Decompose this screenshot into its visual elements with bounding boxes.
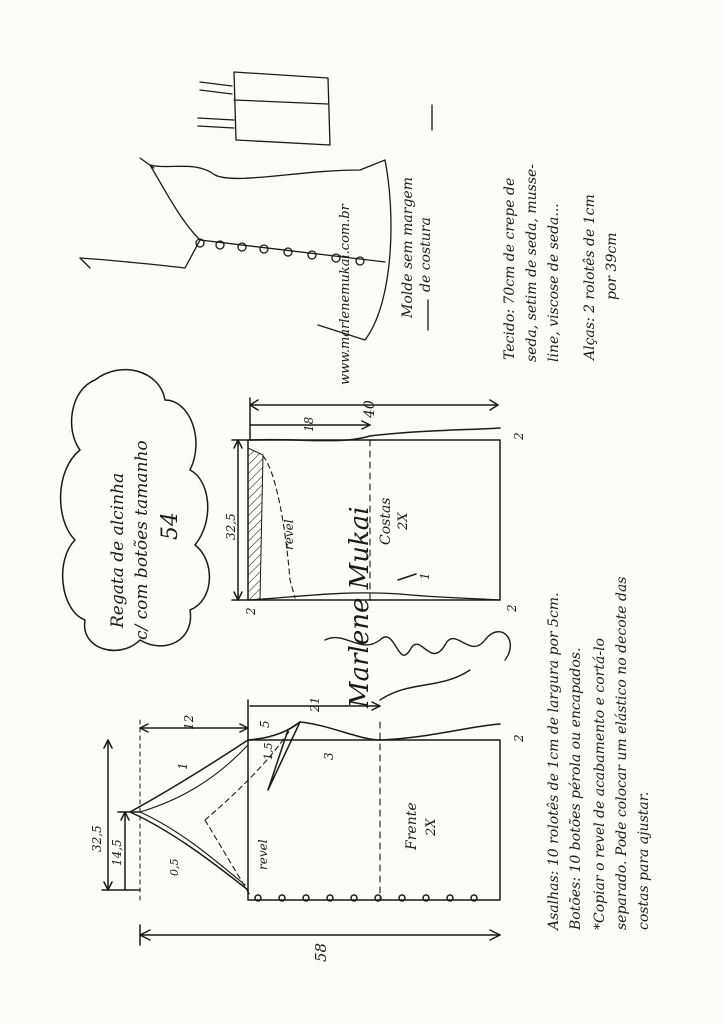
note-molde-line2: de costura — [418, 217, 434, 292]
fabric-line3: line, viscose de seda... — [546, 203, 562, 362]
back-mark-2c: 2 — [505, 604, 519, 612]
front-top-12: 12 — [182, 714, 196, 730]
front-mark-1: 1 — [176, 762, 190, 770]
front-count: 2X — [424, 818, 439, 836]
fabric-line4: Alças: 2 rolotês de 1cm — [582, 194, 598, 360]
front-mark-3: 3 — [322, 752, 336, 760]
back-mark-2b: 2 — [244, 607, 258, 615]
note-molde-line1: Molde sem margem — [400, 177, 416, 318]
cloud-title-line2: c/ com botões tamanho — [132, 440, 152, 640]
notes-line2: Botões: 10 botões pérola ou encapados. — [568, 647, 584, 930]
back-count: 2X — [396, 512, 411, 530]
notes-line3: *Copiar o revel de acabamento e cortá-lo — [592, 638, 608, 930]
fabric-line1: Tecido: 70cm de crepe de — [502, 177, 518, 360]
cloud-size: 54 — [158, 512, 183, 540]
back-label: Costas — [378, 497, 394, 545]
back-width: 40 — [362, 400, 378, 418]
front-revel: revel — [256, 839, 270, 870]
front-width: 58 — [312, 942, 330, 962]
fabric-line5: por 39cm — [604, 232, 620, 300]
front-height-inner: 14,5 — [110, 839, 124, 866]
signature: Marlene Mukai — [345, 506, 375, 708]
front-mark-5: 5 — [258, 720, 272, 728]
cloud-title-line1: Regata de alcinha — [108, 472, 128, 628]
sketch-url: www.marlenemukai.com.br — [338, 204, 353, 385]
front-piece — [102, 700, 500, 945]
notes-line4: separado. Pode colocar um elástico no decote das — [614, 576, 630, 930]
front-top-21: 21 — [308, 696, 322, 712]
back-height: 32,5 — [224, 513, 238, 540]
back-mark-2a: 2 — [512, 432, 526, 440]
back-mark-1: 1 — [418, 572, 432, 580]
back-top-mark: 18 — [302, 416, 316, 432]
notes-line1: Asalhas: 10 rolotês de 1cm de largura por 5cm. — [546, 592, 562, 930]
front-height: 32,5 — [90, 825, 104, 852]
notes-line5: costas para ajustar. — [636, 791, 652, 930]
front-label: Frente — [404, 802, 420, 850]
front-mark-05: 0,5 — [168, 858, 181, 876]
front-mark-2: 2 — [512, 734, 526, 742]
back-revel: revel — [282, 519, 296, 550]
front-mark-15: 1,5 — [262, 742, 275, 760]
fabric-line2: seda, setim de seda, musse- — [524, 163, 540, 362]
